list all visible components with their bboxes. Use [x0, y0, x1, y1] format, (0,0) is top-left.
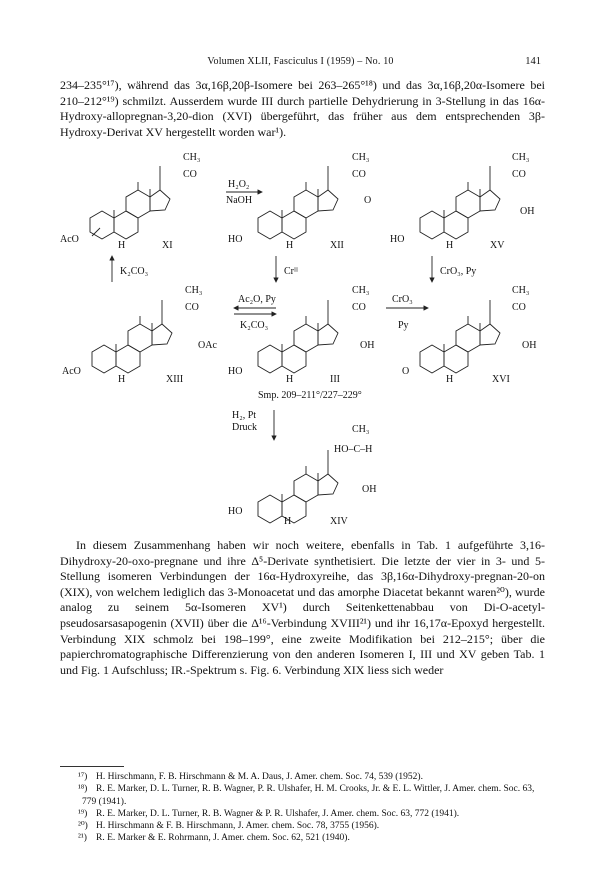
ox-reagent-top: CrO₃	[392, 294, 413, 305]
XIII-acetoxy: OAc	[198, 340, 217, 351]
XIV-substituent: HO	[228, 506, 243, 517]
compound-XIV	[228, 424, 376, 527]
footnote-20	[60, 820, 545, 832]
ox-reagent-bottom: Py	[398, 320, 409, 331]
XII-methyl: CH₃	[352, 152, 370, 163]
XIII-label: XIII	[166, 374, 184, 385]
footnote-19	[60, 808, 545, 820]
XII-label: XII	[330, 240, 344, 251]
reagent-cro3-py: CrO₃, Py	[440, 266, 477, 277]
III-hydrogen: H	[286, 374, 294, 385]
XI-methyl: CH₃	[183, 152, 201, 163]
XIV-hydroxyl: OH	[362, 484, 377, 495]
compound-XIII	[62, 285, 217, 385]
XI-label: XI	[162, 240, 173, 251]
footnote-number: ²¹)	[78, 833, 87, 844]
XIII-hydrogen: H	[118, 374, 126, 385]
III-methyl: CH₃	[352, 285, 370, 296]
hydrogenation-reagent: H₂, Pt	[232, 410, 257, 421]
arrow1-reagent-top: H₂O₂	[228, 179, 250, 190]
paragraph-main: In diesem Zusammenhang haben wir noch weitere, ebenfalls in Tab. 1 aufgeführte 3,16-Dihydroxy-20-oxo-pregnane und ihre Δ⁵-Derivate synthetisiert. Die letzte der vier in 3- und 5-Stellung isomeren Verbindungen der 16α-Hydroxyreihe, das 3β,16α-Dihydroxy-pregnan-20-on (XIX), von welchem lediglich das 3-Monoacetat und das amorphe Diacetat bekannt waren²⁰), wurde analog zu seinem 5α-Isomeren XV¹) durch Seitenkettenabbau von Di-O-acetyl-pseudosarsasapogenin (XVII) über die Δ¹⁶-Verbindung XVIII²¹) und ihr 16,17α-Epoxyd hergestellt. Verbindung XIX schmolz bei 198–199°, eine zweite Modifikation bei 212–215°; über die papierchromatographische Differenzierung von den anderen Isomeren I, III und XV geben Tab. 1 und Fig. 1 Aufschluss; IR.-Spektrum s. Fig. 6. Verbindung XIX liess sich weder	[60, 538, 545, 677]
footnote-number: ¹⁹)	[78, 808, 88, 819]
eq-reagent-bottom: K₂CO₃	[240, 320, 269, 331]
III-substituent: HO	[228, 366, 243, 377]
XIV-label: XIV	[330, 516, 348, 527]
compound-XI	[60, 152, 200, 251]
III-label: III	[330, 374, 340, 385]
footnote-number: ¹⁸)	[78, 784, 88, 795]
footnote-21	[60, 832, 545, 844]
XI-substituent: AcO	[60, 234, 79, 245]
footnote-17	[60, 771, 545, 783]
footnote-text: R. E. Marker & E. Rohrmann, J. Amer. chem. Soc. 62, 521 (1940).	[96, 833, 350, 844]
III-melting-point: Smp. 209–211°/227–229°	[258, 390, 362, 401]
XVI-hydroxyl: OH	[522, 340, 537, 351]
footnote-text: H. Hirschmann, F. B. Hirschmann & M. A. Daus, J. Amer. chem. Soc. 74, 539 (1952).	[96, 772, 423, 782]
XI-hydrogen: H	[118, 240, 126, 251]
XIII-carbonyl: CO	[185, 302, 199, 313]
footnote-text: R. E. Marker, D. L. Turner, R. B. Wagner & P. R. Ulshafer, J. Amer. chem. Soc. 63, 772 (1941).	[96, 808, 460, 819]
footnote-number: ²⁰)	[78, 821, 88, 832]
XV-substituent: HO	[390, 234, 405, 245]
XII-carbonyl: CO	[352, 169, 366, 180]
XVI-carbonyl: CO	[512, 302, 526, 313]
III-carbonyl: CO	[352, 302, 366, 313]
XV-carbonyl: CO	[512, 169, 526, 180]
hydrogenation-condition: Druck	[232, 422, 257, 433]
compound-XVI	[402, 285, 536, 385]
page-number: 141	[525, 56, 541, 67]
footnote-text: H. Hirschmann & F. B. Hirschmann, J. Amer. chem. Soc. 78, 3755 (1956).	[96, 821, 380, 832]
reagent-chromium: Crᴵᴵ	[284, 266, 298, 277]
XVI-label: XVI	[492, 374, 510, 385]
XI-carbonyl: CO	[183, 169, 197, 180]
XIV-hydrogen: H	[284, 516, 292, 527]
XIII-methyl: CH₃	[185, 285, 203, 296]
XVI-substituent: O	[402, 366, 410, 377]
footnote-text: R. E. Marker, D. L. Turner, R. B. Wagner, P. R. Ulshafer, H. M. Crooks, Jr. & E. L. Wittler, J. Amer. chem. Soc. 63, 779 (1941).	[82, 784, 535, 807]
XII-hydrogen: H	[286, 240, 294, 251]
XVI-hydrogen: H	[446, 374, 454, 385]
XV-hydrogen: H	[446, 240, 454, 251]
XII-substituent: HO	[228, 234, 243, 245]
eq-reagent-top: Ac₂O, Py	[238, 294, 276, 305]
footnote-18	[60, 783, 545, 808]
XV-methyl: CH₃	[512, 152, 530, 163]
running-header: Volumen XLII, Fasciculus I (1959) – No. 10	[207, 56, 394, 67]
arrow1-reagent-bottom: NaOH	[226, 195, 253, 206]
paragraph-top: 234–235°¹⁷), während das 3α,16β,20β-Isomere bei 263–265°¹⁸) und das 3α,16β,20α-Isomere bei 210–212°¹⁹) schmilzt. Ausserdem wurde III durch partielle Dehydrierung in 3-Stellung in das 16α-Hydroxy-allopregnan-3,20-dion (XVI) übergeführt, das früher aus dem entsprechenden 3β-Hydroxy-Derivat XV hergestellt worden war¹).	[60, 78, 545, 139]
III-hydroxyl: OH	[360, 340, 375, 351]
XVI-methyl: CH₃	[512, 285, 530, 296]
XIII-substituent: AcO	[62, 366, 81, 377]
footnote-number: ¹⁷)	[78, 772, 88, 782]
footnote-rule	[60, 766, 124, 767]
reagent-k2co3: K₂CO₃	[120, 266, 149, 277]
XIV-methyl: CH₃	[352, 424, 370, 435]
compound-XV	[390, 152, 534, 251]
XIV-carbinol: HO–C–H	[334, 444, 373, 455]
XII-oxygen: O	[364, 195, 372, 206]
XV-label: XV	[490, 240, 505, 251]
XV-hydroxyl: OH	[520, 206, 535, 217]
footnotes	[60, 771, 545, 845]
